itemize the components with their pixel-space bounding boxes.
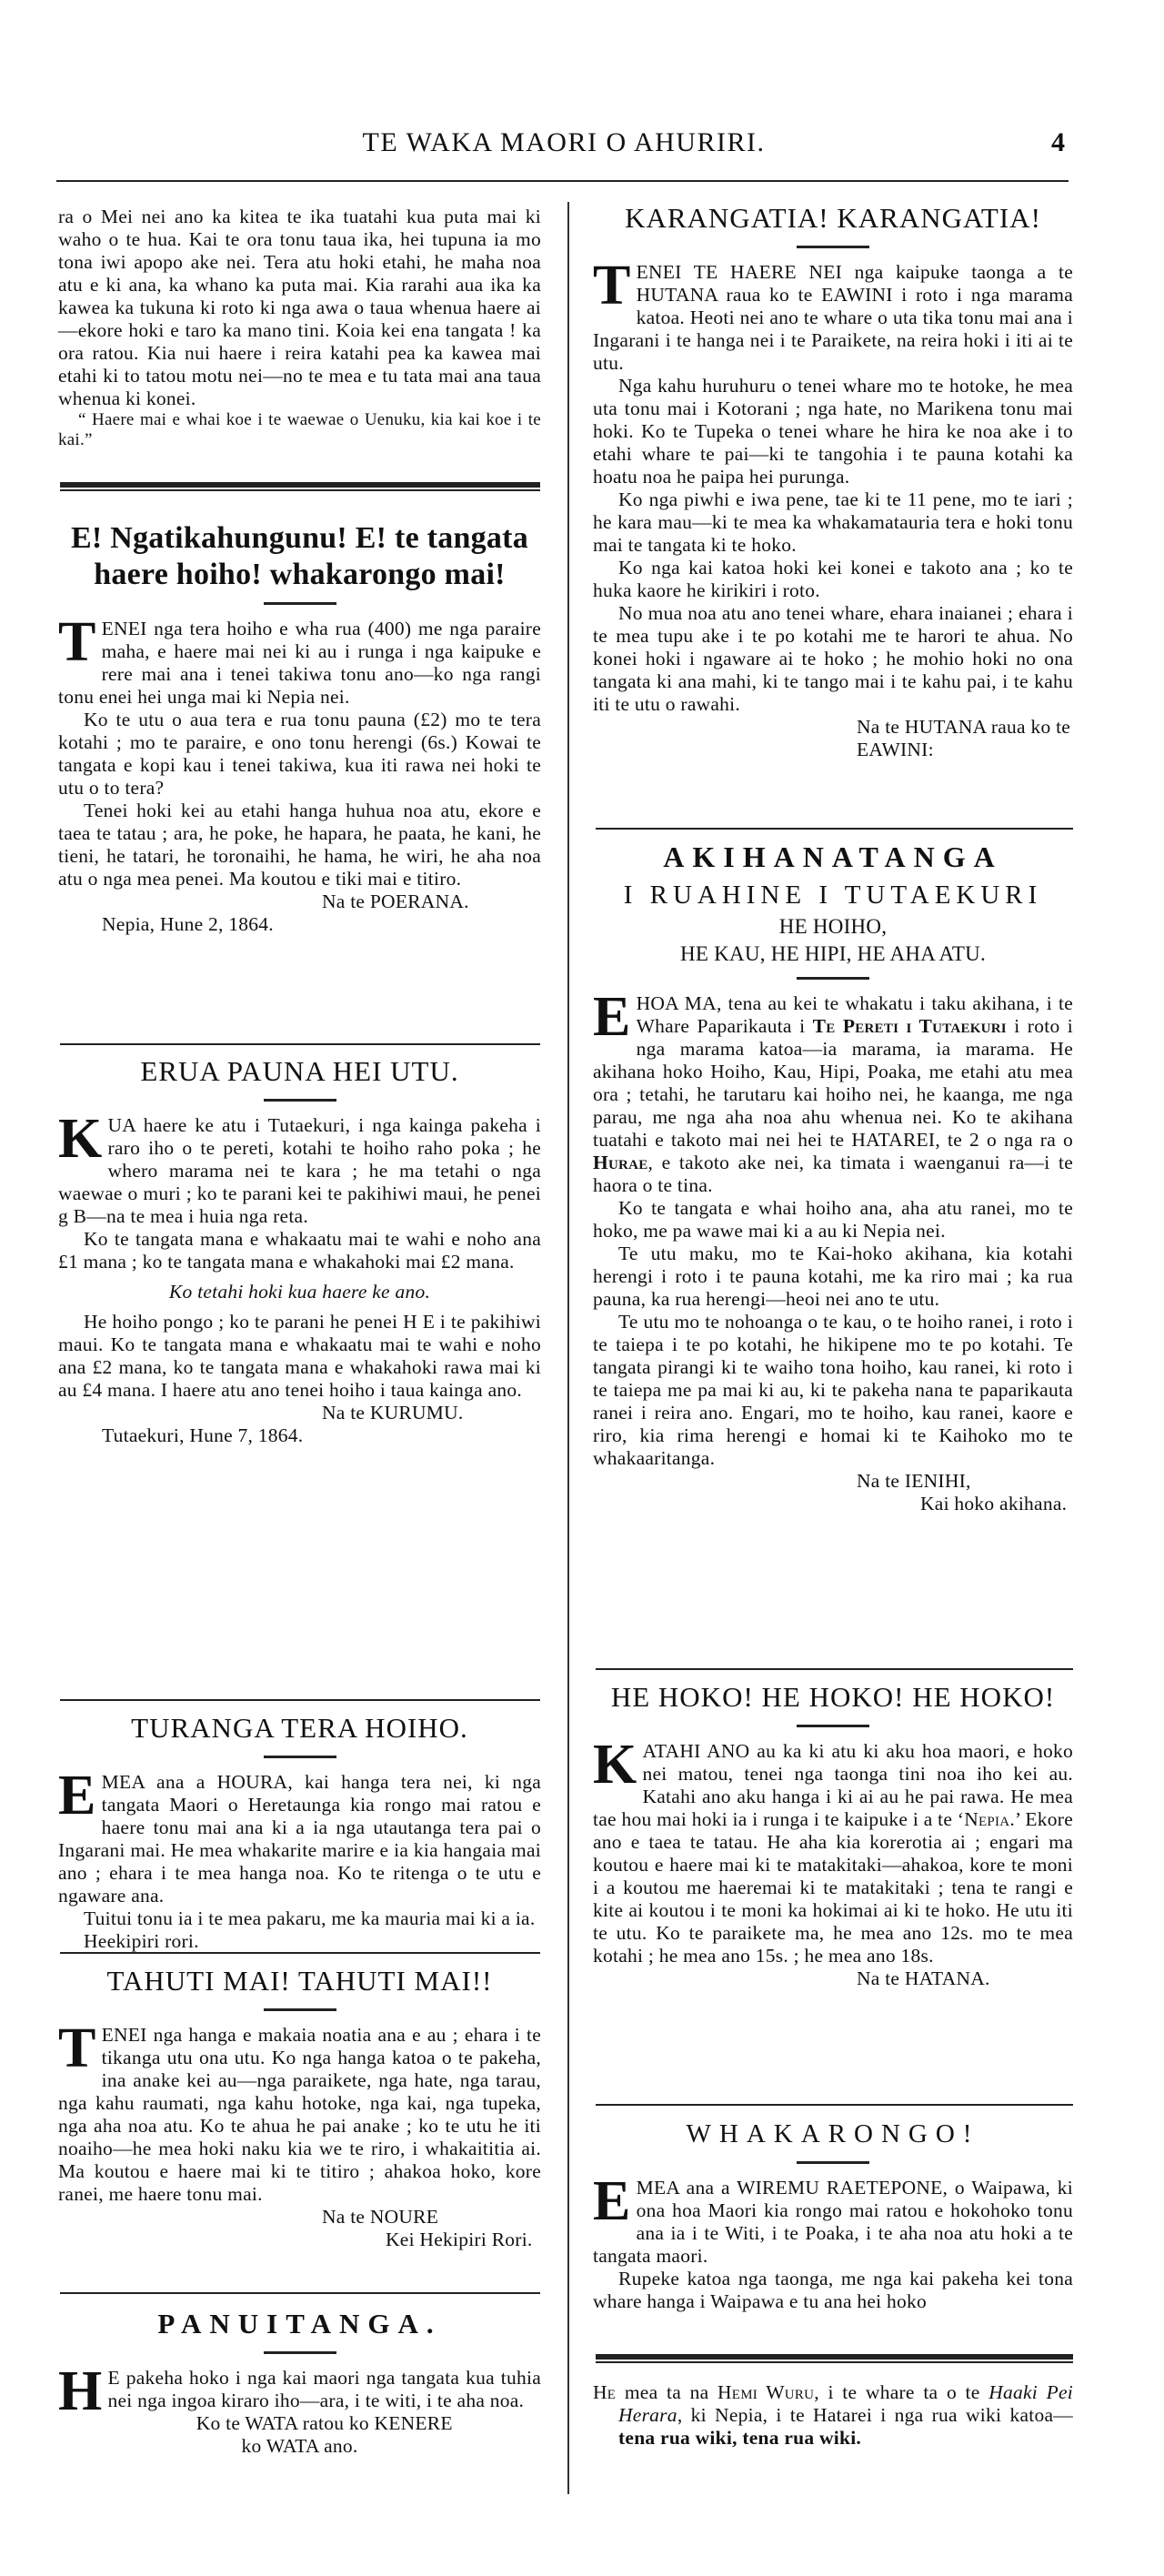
section-rule <box>60 1952 540 1954</box>
text-run: , i te whare ta o te <box>814 2381 989 2403</box>
text-run: pakeha hoko i nga kai maori nga tangata kua tuhia nei nga ingoa kiraro iho—ara, i te witi, i te aha noa. <box>107 2367 541 2411</box>
heading-line: HE KAU, HE HIPI, HE AHA ATU. <box>679 942 987 965</box>
article-tahuti-mai <box>58 1963 541 2251</box>
paragraph <box>58 1108 541 1228</box>
article-turanga-tera <box>58 1710 541 1953</box>
paragraph <box>593 1734 1074 1967</box>
double-rule <box>596 2354 1073 2360</box>
paragraph <box>58 206 541 410</box>
article-heading <box>593 1679 1073 1716</box>
paragraph <box>593 2170 1073 2268</box>
heading-underline <box>797 977 869 980</box>
column-divider <box>567 202 569 2494</box>
text-run: MEA <box>636 2177 679 2199</box>
text-run: Ko te utu o aua tera e rua tonu pauna (£2) mo te tera kotahi ; mo te paraire, e ono tonu herengi (6s.) Kowai te tangata e kopi kau i tenei takiwa, kua iti rawa nei hoki te utu o to tera? <box>58 709 541 799</box>
drop-cap: K <box>58 1108 103 1170</box>
signature: Na te POERANA. <box>322 891 469 912</box>
text-run: He <box>593 2381 617 2403</box>
paragraph <box>593 375 1073 488</box>
text-run: Ko te tangata mana e whakaatu mai te wahi e noho ana £1 mana ; ko te tangata mana e whakahoki mai £2 mana. <box>58 1228 541 1273</box>
heading-line: KARANGATIA! KARANGATIA! <box>625 202 1041 234</box>
paragraph <box>593 1311 1073 1470</box>
paragraph <box>58 1907 541 1930</box>
drop-cap: H <box>58 2360 103 2422</box>
text-run: ana a HOURA, kai hanga tera nei, ki nga tangata Maori o Heretaunga kia rongo mai ratou e haere tonu mai ana ki a ia nga utautanga tera pai o Ingarani mai. He mea whakarite marire e ia kia hangaia mai ano ; ehara i te mea hanga noa. Ko te ritenga o te utu e ngaware ana. <box>58 1771 541 1907</box>
text-run: Tuitui tonu ia i te mea pakaru, me ka mauria mai ki a ia. <box>84 1907 536 1929</box>
text-run: Ko nga kai katoa hoki kei konei e takoto ana ; ko te huka kaore he kirikiri i roto. <box>593 557 1073 601</box>
drop-cap: T <box>58 2018 96 2079</box>
text-run: .’ Ekore ano e taea te tatau. He aha kia korerotia ai ; engari ma koutou e haere mai ki te matakitaki—ahakoa, kore te moni i a koutou me haeremai ki te matakitaki ; tena te rangi e kite ai koutou i te moni ka hokimai ai ki te hoko. He utu iti te utu. Ko te paraikete ma, he mea ano 12s. mo te mea kotahi ; he mea ano 15s. ; he mea ano 18s. <box>593 1808 1073 1967</box>
paragraph <box>58 2018 541 2206</box>
article-erua-pauna <box>58 1053 541 1447</box>
heading-underline <box>797 246 869 248</box>
signature: Kei Hekipiri Rori. <box>386 2229 533 2250</box>
text-run: , e takoto ake nei, ka timata i waenganui ra—i te haora o te tina. <box>593 1152 1073 1196</box>
text-run: Nepia <box>964 1808 1010 1830</box>
page-number: 4 <box>1051 127 1065 157</box>
text-run: nga hanga e makaia noatia ana e au ; ehara i te tikanga utu ona utu. Ko nga hanga katoa o te pakeha, ina anake kei au—nga paraikete, nga hate, nga tarau, nga kahu raumati, nga kahu hotoke, nga kai, nga tupeka, nga aha noa atu. Ko te ahua he pai anake ; ko te utu he iti noaiho—he mea hoki naku kia we te riro, i whakaititia ai. Ma koutou e haere mai ki te titiro ; ahakoa hoko, kore ranei, me haere tonu mai. <box>58 2024 541 2205</box>
text-run: He hoiho pongo ; ko te parani he penei H E i te pakihiwi maui. Ko te tangata mana e whakaatu mai te wahi e noho ana £2 mana, ko te tangata mana e whakahoki rawa mai ki au £4 mana. I haere atu ano tenei hoiho i taua kainga ano. <box>58 1311 541 1401</box>
paragraph <box>593 2381 1073 2450</box>
heading-underline <box>264 1099 336 1102</box>
heading-line: TAHUTI MAI! TAHUTI MAI!! <box>106 1965 493 1997</box>
heading-line: HE HOKO! HE HOKO! HE HOKO! <box>610 1681 1056 1713</box>
article-whakarongo <box>593 2116 1073 2313</box>
drop-cap: E <box>58 1765 96 1826</box>
text-run: tena au kei te whakatu i taku akihana, i te Whare Paparikauta i <box>636 992 1073 1037</box>
paragraph <box>58 1228 541 1273</box>
paragraph <box>58 800 541 891</box>
paragraph <box>593 488 1073 557</box>
text-run: UA <box>107 1114 135 1136</box>
heading-line: E! Ngatikahungunu! E! te tangata <box>71 521 528 555</box>
paragraph <box>593 1197 1073 1243</box>
text-run: mea ta na <box>616 2381 718 2403</box>
heading-line: PANUITANGA. <box>157 2308 442 2340</box>
text-run: Te Pereti i Tutaekuri <box>812 1015 1007 1037</box>
section-rule <box>60 2292 540 2294</box>
text-run: nga tera hoiho e wha rua (400) me nga paraire maha, e haere mai nei ki au i runga i nga kaipuke e rere mai ana i tenei takiwa tonu ano—ko nga rangi tonu enei hei unga mai ki Nepia nei. <box>58 618 541 708</box>
signature: Na te KURUMU. <box>322 1402 464 1424</box>
text-run: Te utu maku, mo te Kai-hoko akihana, kia kotahi herengi i roto i te pauna kotahi, me ka riro mai ; ka rua pauna, ka rua herengi—heoi nei ano te utu. <box>593 1243 1073 1310</box>
heading-line: HE HOIHO, <box>778 915 888 938</box>
heading-underline <box>264 1756 336 1758</box>
paragraph <box>58 611 541 709</box>
paragraph <box>593 557 1073 602</box>
text-run: Hemi Wuru <box>717 2381 815 2403</box>
article-heading <box>593 2116 1073 2152</box>
heading-line: TURANGA TERA HOIHO. <box>131 1712 468 1744</box>
article-heading <box>58 1053 541 1090</box>
text-run: au ka ki atu ki aku hoa maori, e hoko nei matou, tenei nga taonga tini noa iho kei au. Katahi ano aku hanga i ki ai au he pai rawa. He mea tae hou mai hoki ia i runga i te kaipuke i a te ‘ <box>593 1740 1074 1830</box>
text-run: ana a WIREMU RAETEPONE, o Waipawa, ki ona hoa Maori kia rongo mai ratou e hokohoko tonu ana ia i te Witi, i te Poaka, i te aha noa atu hoki a te tangata maori. <box>593 2177 1073 2267</box>
article-fish-continuation <box>58 206 541 450</box>
dateline: Nepia, Hune 2, 1864. <box>102 913 274 935</box>
signature: Kai hoko akihana. <box>920 1493 1068 1514</box>
text-run: Hurae <box>593 1152 648 1173</box>
signature: Na te IENIHI, <box>857 1470 971 1492</box>
paragraph <box>593 986 1074 1197</box>
text-run: E <box>107 2367 120 2389</box>
text-run: haere ke atu i Tutaekuri, i nga kainga pakeha i raro iho o te pereti, kotahi te hoiho raho poka ; he whero marama nei te kara ; he ma tetahi o nga waewae o muri ; ko te parani kei te pakihiwi maui, he penei g B—na te mea i huia nga reta. <box>58 1114 541 1227</box>
heading-underline <box>797 1725 869 1727</box>
text-run: Ko tetahi hoki kua haere ke ano. <box>168 1281 431 1303</box>
section-rule <box>60 1043 540 1045</box>
text-run: Te utu mo te nohoanga o te kau, o te hoiho ranei, i roto i te taiepa i te po kotahi, he hikipene mo te po kotahi. Te tangata pirangi ki te waiho tona hoiho, kau ranei, ki roto i te taiepa me pa mai ki au, ki te pakeha nana te paparikauta ranei i reira ano. Engari, mo te hoiho, kau ranei, kaore e riro, kia rima herengi e homai ki te Kaihoko mo te whakaaritanga. <box>593 1311 1073 1469</box>
text-run: nga kaipuke taonga a te HUTANA raua ko te EAWINI i roto i nga marama katoa. Heoti nei ano te whare o uta tika tonu mai ana i Ingarani i te hanga nei i te Paraikete, na reira hoki i iti ai te utu. <box>593 261 1073 374</box>
text-run: Nga kahu huruhuru o tenei whare mo te hotoke, he mea uta tonu mai i Kotorani ; nga hate, no Marikena tonu mai hoki. Ko te Tupeka o tenei whare he hira ke noa ake i to etahi whare te pai—ki te tangohia i te pauna kotahi ka hoatu noa he paipa hei purunga. <box>593 375 1073 488</box>
section-rule <box>596 1668 1073 1670</box>
paragraph <box>58 1765 541 1907</box>
signature: Na te NOURE <box>322 2206 439 2228</box>
paragraph <box>58 1281 541 1303</box>
article-heading <box>58 2306 541 2342</box>
text-run: Ko nga piwhi e iwa pene, tae ki te 11 pene, mo te iari ; he kara mau—ki te mea ka whakamatauria tera e hoki tonu mai te tangata ki te hoko. <box>593 488 1073 556</box>
heading-line: haere hoiho! whakarongo mai! <box>94 558 506 591</box>
signature: Ko te WATA ratou ko KENERE <box>196 2412 453 2434</box>
text-run: HOA MA, <box>636 992 722 1014</box>
paragraph <box>58 1930 541 1953</box>
text-run: MEA <box>101 1771 145 1793</box>
paragraph <box>58 709 541 800</box>
paragraph <box>58 2360 541 2422</box>
signature: Na te HATANA. <box>857 1967 990 1989</box>
printer-imprint <box>593 2381 1073 2450</box>
text-run: “ Haere mai e whai koe i te waewae o Uenuku, kia kai koe i te kai.” <box>58 410 541 449</box>
drop-cap: K <box>593 1734 637 1796</box>
text-run: Tenei hoki kei au etahi hanga huhua noa atu, ekore e taea te tatau ; ara, he poke, he hapara, he paata, he kani, he tieni, he tatari, he toronaihi, he hama, he wiri, he aha noa atu o nga mea penei. Ma koutou e tiki mai e titiro. <box>58 800 541 890</box>
article-he-hoko <box>593 1679 1073 1990</box>
double-rule <box>60 482 540 488</box>
article-heading <box>58 1963 541 1999</box>
text-run: No mua noa atu ano tenei whare, ehara inaianei ; ehara i te mea tupu ake i te po kotahi me te harori te ahua. No konei hoki i ngaware ai te hoko ; he mohio hoki no ona tangata ki ana mahi, ki te tango mai i te kahu pai, i te kahu iti te utu o rawahi. <box>593 602 1073 715</box>
article-heading <box>593 837 1073 968</box>
paragraph <box>593 255 1073 375</box>
drop-cap: E <box>593 2170 631 2232</box>
article-heading <box>58 520 541 593</box>
signature: Na te HUTANA raua ko te EAWINI: <box>857 716 1071 760</box>
heading-line: AKIHANATANGA <box>663 840 1003 873</box>
text-run: ENEI TE HAERE NEI <box>636 261 843 283</box>
text-run: Haaki Pei Herara <box>618 2381 1073 2426</box>
text-run: Ko te tangata e whai hoiho ana, aha atu ranei, mo te hoko, me pa wawe mai ki a au ki Nepia nei. <box>593 1197 1073 1242</box>
article-panuitanga <box>58 2306 541 2458</box>
drop-cap: E <box>593 986 631 1048</box>
text-run: ATAHI ANO <box>642 1740 750 1762</box>
heading-line: I RUAHINE I TUTAEKURI <box>623 880 1043 910</box>
drop-cap: T <box>58 611 96 673</box>
section-rule <box>60 1699 540 1701</box>
dateline: Tutaekuri, Hune 7, 1864. <box>102 1424 304 1446</box>
article-karangatia <box>593 200 1073 761</box>
section-rule <box>596 828 1073 830</box>
paragraph <box>593 1243 1073 1311</box>
heading-underline <box>264 602 336 605</box>
heading-underline <box>797 2161 869 2164</box>
article-ngatikahungunu-saddles <box>58 520 541 936</box>
heading-underline <box>264 2351 336 2354</box>
heading-underline <box>264 2008 336 2011</box>
text-run: i roto i nga marama katoa—ia marama, ia marama. He akihana hoko Hoiho, Kau, Hipi, Poaka, me etahi atu mea ora ; tetahi, he tarutaru kai hoiho nei, he kaanga, me nga parau, me nga aha noa ahu whenua nei. Ko te akihana tuatahi e takoto mai nei hei te HATAREI, te 2 o nga ra o <box>593 1015 1074 1151</box>
heading-line: WHAKARONGO! <box>686 2119 980 2148</box>
text-run: ENEI <box>101 618 147 639</box>
paragraph <box>593 602 1073 716</box>
text-run: tena rua wiki, tena rua wiki. <box>618 2427 862 2449</box>
section-rule <box>596 2104 1073 2106</box>
article-akihanatanga <box>593 837 1073 1515</box>
masthead-rule <box>56 180 1069 182</box>
text-run: , ki Nepia, i te Hatarei i nga rua wiki katoa— <box>677 2404 1073 2426</box>
text-run: ENEI <box>101 2024 147 2046</box>
paragraph <box>58 410 541 450</box>
text-run: ra o Mei nei ano ka kitea te ika tuatahi kua puta mai ki waho o te hua. Kai te ora tonu taua ika, hei tupuna ia mo tona iwi apopo ake nei. Tera atu hoki etahi, he maha noa atu e ki ana, ka whano ka puta mai. Kia rarahi aua ika ka kawea ka tukuna ki roto ki nga awa o taua whenua haere ai—ekore hoki e taro ka mano tini. Koia kei ena tangata ! ka ora ratou. Kia nui haere i reira katahi pea ka kawea mai etahi ki to tatou motu nei—no te mea e tu tata mai ana taua whenua ki konei. <box>58 206 541 409</box>
masthead-title: TE WAKA MAORI O AHURIRI. <box>362 127 766 157</box>
text-run: Rupeke katoa nga taonga, me nga kai pakeha kei tona whare hanga i Waipawa e tu ana hei hoko <box>593 2268 1073 2312</box>
text-run: Heekipiri rori. <box>84 1930 199 1952</box>
drop-cap: T <box>593 255 631 317</box>
heading-line: ERUA PAUNA HEI UTU. <box>140 1055 459 1087</box>
article-heading <box>58 1710 541 1746</box>
paragraph <box>58 1311 541 1402</box>
article-heading <box>593 200 1073 236</box>
signature: ko WATA ano. <box>241 2435 358 2457</box>
paragraph <box>593 2268 1073 2313</box>
